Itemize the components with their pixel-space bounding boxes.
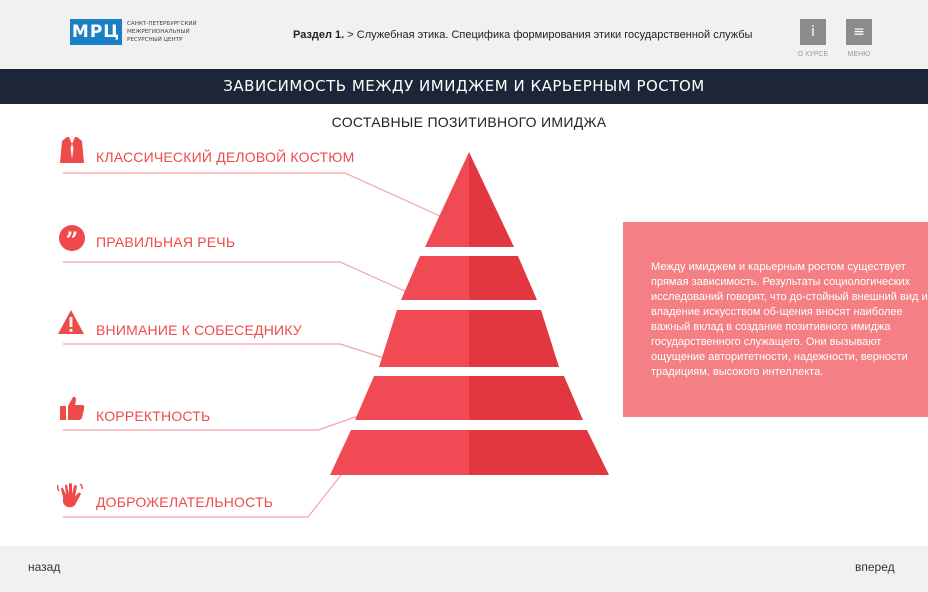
menu-button-label: МЕНЮ — [847, 51, 871, 58]
list-item-correctness: КОРРЕКТНОСТЬ — [96, 408, 211, 424]
pyramid-tier-1-left — [425, 152, 469, 247]
forward-button[interactable]: вперед — [855, 560, 895, 574]
section-subtitle: СОСТАВНЫЕ ПОЗИТИВНОГО ИМИДЖА — [331, 114, 607, 130]
back-button[interactable]: назад — [28, 560, 61, 574]
pyramid-tier-3-left — [379, 310, 469, 367]
pyramid-tier-2-right — [469, 256, 537, 300]
pyramid-tier-4-right — [469, 376, 583, 420]
svg-text:”: ” — [65, 228, 79, 252]
pyramid-tier-1-right — [469, 152, 514, 247]
pyramid-tier-5-left — [330, 430, 469, 475]
list-item-speech: ПРАВИЛЬНАЯ РЕЧЬ — [96, 234, 236, 250]
page-title: ЗАВИСИМОСТЬ МЕЖДУ ИМИДЖЕМ И КАРЬЕРНЫМ РОСТОМ — [223, 77, 705, 95]
logo-caption: САНКТ-ПЕТЕРБУРГСКИЙ МЕЖРЕГИОНАЛЬНЫЙ РЕСУРСНЫЙ ЦЕНТР — [127, 21, 197, 43]
pyramid-tier-2-left — [401, 256, 469, 300]
warning-icon — [57, 308, 85, 336]
quote-icon — [58, 224, 86, 252]
info-panel — [623, 222, 928, 417]
logo: МРЦ — [70, 19, 122, 45]
list-item-attention: ВНИМАНИЕ К СОБЕСЕДНИКУ — [96, 322, 302, 338]
breadcrumb-text: > Служебная этика. Специфика формирования этики государственной службы — [347, 29, 753, 41]
pyramid-tier-4-left — [355, 376, 469, 420]
info-button-label: О КУРСЕ — [797, 51, 829, 58]
pyramid-tier-5-right — [469, 430, 609, 475]
list-item-goodwill: ДОБРОЖЕЛАТЕЛЬНОСТЬ — [96, 494, 274, 510]
menu-icon: ≡ — [853, 24, 865, 40]
section-label: Раздел 1. — [293, 29, 345, 41]
waving-hand-icon — [56, 481, 84, 509]
pyramid-tier-3-right — [469, 310, 559, 367]
suit-icon — [58, 135, 86, 163]
list-item-suit: КЛАССИЧЕСКИЙ ДЕЛОВОЙ КОСТЮМ — [96, 149, 355, 165]
thumbs-up-icon — [58, 394, 86, 422]
info-icon: i — [811, 24, 815, 40]
footer-bar — [0, 546, 928, 592]
info-text: Между имиджем и карьерным ростом существует прямая зависимость. Результаты социологических исследований говорят, что до-стойный внешний вид и владение искусством об-щения вносят наиболее важный вклад в создание позитивного имиджа государственного служащего. Они вызывают ощущение авторитетности, надежности, верности традициям, высокого интеллекта. — [651, 261, 928, 378]
